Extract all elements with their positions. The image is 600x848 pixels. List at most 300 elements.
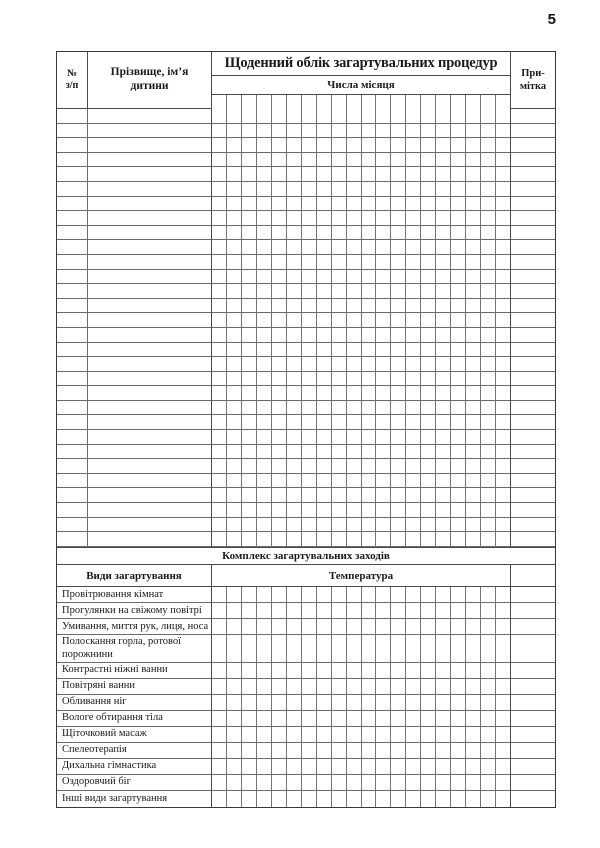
day-cells (212, 430, 511, 445)
day-cell (496, 95, 510, 109)
day-cell (466, 167, 481, 182)
day-cell (391, 299, 406, 314)
child-name-cell (88, 430, 212, 445)
day-cell (332, 430, 347, 445)
day-cell (406, 743, 421, 759)
day-cell (391, 197, 406, 212)
day-cell (332, 299, 347, 314)
day-cell (272, 587, 287, 603)
row-number-cell (57, 138, 88, 153)
day-cell (332, 518, 347, 533)
table-row (57, 226, 555, 241)
day-cell (466, 95, 481, 109)
child-name-cell (88, 459, 212, 474)
day-cell (212, 635, 227, 663)
day-cell (496, 401, 510, 416)
day-cell (227, 415, 242, 430)
day-cell (347, 255, 362, 270)
day-cells (212, 153, 511, 168)
day-cell (376, 299, 391, 314)
day-cell (466, 284, 481, 299)
day-cell (272, 791, 287, 807)
day-cell (257, 124, 272, 139)
day-cell (436, 445, 451, 460)
day-cell (391, 328, 406, 343)
day-cell (362, 299, 377, 314)
day-cell (406, 284, 421, 299)
day-cell (466, 635, 481, 663)
day-cell (347, 386, 362, 401)
day-cell (421, 197, 436, 212)
day-cell (481, 124, 496, 139)
day-cell (242, 532, 257, 547)
day-cell (466, 299, 481, 314)
row-number-cell (57, 167, 88, 182)
day-cell (436, 695, 451, 711)
day-cell (302, 386, 317, 401)
day-cell (376, 603, 391, 619)
day-cell (421, 518, 436, 533)
day-cell (212, 695, 227, 711)
day-cell (302, 587, 317, 603)
temperature-column-header: Температура (212, 565, 511, 587)
day-cell (257, 386, 272, 401)
day-cell (272, 270, 287, 285)
day-cell (242, 357, 257, 372)
day-cell (451, 124, 466, 139)
day-number-cells-row (212, 95, 510, 109)
day-cell (481, 343, 496, 358)
day-cell (466, 518, 481, 533)
procedure-row (57, 775, 555, 791)
day-cell (242, 619, 257, 635)
row-number-cell (57, 255, 88, 270)
day-cell (451, 95, 466, 109)
day-cell (257, 635, 272, 663)
day-cell (347, 226, 362, 241)
day-cell (466, 328, 481, 343)
note-cell (511, 430, 555, 445)
day-cell (406, 138, 421, 153)
day-cell (302, 182, 317, 197)
day-cells (212, 727, 511, 743)
day-cell (257, 619, 272, 635)
day-cell (302, 619, 317, 635)
day-cell (242, 679, 257, 695)
row-number-cell (57, 474, 88, 489)
table-row (57, 488, 555, 503)
day-cell (362, 743, 377, 759)
row-number-cell (57, 343, 88, 358)
day-cell (466, 743, 481, 759)
day-cell (272, 679, 287, 695)
day-cell (406, 695, 421, 711)
day-cell (242, 386, 257, 401)
child-name-cell (88, 255, 212, 270)
day-cell (481, 445, 496, 460)
note-cell (511, 211, 555, 226)
day-cell (227, 211, 242, 226)
day-cell (227, 445, 242, 460)
day-cell (287, 95, 302, 109)
day-cell (436, 328, 451, 343)
day-cell (212, 587, 227, 603)
day-cell (496, 240, 510, 255)
day-cells (212, 167, 511, 182)
day-cell (212, 619, 227, 635)
day-cell (302, 711, 317, 727)
day-cell (302, 532, 317, 547)
day-cell (212, 343, 227, 358)
day-cell (481, 197, 496, 212)
day-cell (406, 488, 421, 503)
day-cell (332, 775, 347, 791)
day-cell (391, 759, 406, 775)
day-cell (227, 197, 242, 212)
day-cell (362, 488, 377, 503)
day-cell (376, 727, 391, 743)
day-cell (242, 415, 257, 430)
note-cell (511, 138, 555, 153)
day-cells (212, 711, 511, 727)
day-cell (421, 357, 436, 372)
day-cell (391, 313, 406, 328)
day-cell (451, 313, 466, 328)
day-cell (421, 124, 436, 139)
day-cell (406, 328, 421, 343)
day-cell (391, 445, 406, 460)
day-cell (317, 255, 332, 270)
day-cell (421, 587, 436, 603)
day-cell (376, 415, 391, 430)
day-cell (227, 226, 242, 241)
day-cell (406, 109, 421, 124)
day-cell (496, 138, 510, 153)
day-cell (362, 532, 377, 547)
day-cell (212, 503, 227, 518)
day-cell (391, 401, 406, 416)
day-cell (466, 619, 481, 635)
day-cell (332, 167, 347, 182)
day-cell (362, 226, 377, 241)
day-cell (227, 240, 242, 255)
day-cell (332, 401, 347, 416)
day-cell (227, 182, 242, 197)
hardening-type-column-header: Види загартування (57, 565, 212, 587)
day-cell (287, 211, 302, 226)
day-cell (481, 695, 496, 711)
note-cell (511, 459, 555, 474)
day-cell (317, 109, 332, 124)
day-cell (347, 182, 362, 197)
day-cell (317, 743, 332, 759)
day-cell (362, 386, 377, 401)
day-cell (391, 503, 406, 518)
day-cells (212, 124, 511, 139)
day-cell (436, 727, 451, 743)
day-cell (257, 532, 272, 547)
day-cell (376, 619, 391, 635)
day-cell (391, 775, 406, 791)
day-cell (496, 124, 510, 139)
day-cell (376, 95, 391, 109)
day-cell (406, 182, 421, 197)
day-cell (227, 138, 242, 153)
day-cell (257, 211, 272, 226)
day-cell (242, 372, 257, 387)
day-cell (481, 226, 496, 241)
day-cell (376, 153, 391, 168)
day-cell (227, 603, 242, 619)
day-cell (451, 587, 466, 603)
table-row (57, 503, 555, 518)
day-cell (242, 167, 257, 182)
day-cell (287, 153, 302, 168)
day-cells (212, 372, 511, 387)
day-cell (481, 182, 496, 197)
row-number-header-line2: з/п (65, 80, 79, 91)
day-cell (347, 299, 362, 314)
day-cell (481, 532, 496, 547)
day-cell (347, 109, 362, 124)
day-cell (272, 240, 287, 255)
day-cell (376, 109, 391, 124)
day-cell (257, 663, 272, 679)
day-cell (287, 663, 302, 679)
day-cell (347, 167, 362, 182)
day-cell (227, 635, 242, 663)
day-cell (272, 430, 287, 445)
day-cell (302, 518, 317, 533)
day-cell (257, 445, 272, 460)
child-name-cell (88, 197, 212, 212)
table-row (57, 153, 555, 168)
day-cell (362, 445, 377, 460)
day-cell (436, 343, 451, 358)
day-cell (272, 474, 287, 489)
day-cell (317, 415, 332, 430)
child-name-cell (88, 270, 212, 285)
day-cell (362, 663, 377, 679)
day-cell (257, 153, 272, 168)
child-name-cell (88, 284, 212, 299)
day-cell (227, 532, 242, 547)
day-cell (257, 182, 272, 197)
day-cell (347, 124, 362, 139)
day-cell (362, 619, 377, 635)
day-cell (362, 240, 377, 255)
day-cell (421, 270, 436, 285)
day-cell (347, 138, 362, 153)
day-cell (242, 503, 257, 518)
note-cell (511, 445, 555, 460)
day-cell (451, 518, 466, 533)
day-cell (287, 430, 302, 445)
procedure-row (57, 635, 555, 663)
note-column-header (511, 52, 555, 109)
day-cell (362, 372, 377, 387)
note-cell (511, 182, 555, 197)
day-cell (272, 255, 287, 270)
day-cell (212, 603, 227, 619)
day-cell (436, 124, 451, 139)
day-cell (287, 401, 302, 416)
day-cell (466, 357, 481, 372)
day-cells (212, 603, 511, 619)
day-cell (421, 603, 436, 619)
day-cell (376, 386, 391, 401)
day-cell (287, 587, 302, 603)
day-cells (212, 474, 511, 489)
day-cell (317, 270, 332, 285)
day-cell (257, 138, 272, 153)
day-cell (272, 313, 287, 328)
row-number-cell (57, 459, 88, 474)
day-cells (212, 619, 511, 635)
note-cell (511, 372, 555, 387)
day-cell (227, 775, 242, 791)
day-cell (302, 759, 317, 775)
day-cell (376, 430, 391, 445)
day-cell (436, 635, 451, 663)
day-cell (496, 532, 510, 547)
day-cell (362, 182, 377, 197)
procedure-label: Провітрювання кімнат (57, 587, 212, 603)
day-cell (436, 255, 451, 270)
day-cells (212, 743, 511, 759)
days-of-month-header: Числа місяця (212, 76, 510, 95)
day-cell (496, 284, 510, 299)
day-cell (257, 328, 272, 343)
day-cell (242, 474, 257, 489)
day-cell (347, 372, 362, 387)
day-cell (436, 430, 451, 445)
day-cell (436, 182, 451, 197)
child-name-cell (88, 518, 212, 533)
day-cell (362, 270, 377, 285)
day-cell (302, 328, 317, 343)
day-cell (212, 313, 227, 328)
child-name-cell (88, 372, 212, 387)
table-row (57, 211, 555, 226)
day-cell (212, 328, 227, 343)
procedure-row (57, 791, 555, 807)
procedure-row (57, 743, 555, 759)
child-name-cell (88, 153, 212, 168)
table-row (57, 357, 555, 372)
day-cell (242, 299, 257, 314)
day-cell (436, 357, 451, 372)
day-cells (212, 313, 511, 328)
day-cell (406, 663, 421, 679)
day-cell (242, 270, 257, 285)
day-cells (212, 343, 511, 358)
day-cell (406, 270, 421, 285)
day-cell (347, 343, 362, 358)
day-cell (421, 240, 436, 255)
day-cell (451, 663, 466, 679)
day-cell (481, 488, 496, 503)
day-cell (332, 153, 347, 168)
day-cell (466, 386, 481, 401)
day-cell (212, 138, 227, 153)
day-cell (212, 711, 227, 727)
section-header (57, 565, 555, 587)
day-cell (212, 445, 227, 460)
day-cell (496, 109, 510, 124)
child-name-cell (88, 328, 212, 343)
note-cell (511, 167, 555, 182)
day-cell (302, 95, 317, 109)
day-cell (257, 357, 272, 372)
day-cell (376, 182, 391, 197)
day-cell (212, 415, 227, 430)
day-cell (466, 459, 481, 474)
day-cell (481, 711, 496, 727)
day-cell (347, 211, 362, 226)
day-cell (332, 109, 347, 124)
day-cell (317, 459, 332, 474)
day-cell (421, 153, 436, 168)
day-cell (317, 313, 332, 328)
day-cell (317, 711, 332, 727)
procedure-row (57, 663, 555, 679)
day-cell (347, 357, 362, 372)
day-cell (257, 488, 272, 503)
day-cell (362, 328, 377, 343)
page-number: 5 (547, 11, 556, 28)
day-cell (466, 430, 481, 445)
day-cell (436, 109, 451, 124)
day-cell (376, 587, 391, 603)
day-cell (302, 663, 317, 679)
day-cell (272, 284, 287, 299)
procedure-label: Оздоровчий біг (57, 775, 212, 791)
row-number-cell (57, 430, 88, 445)
note-cell (511, 255, 555, 270)
day-cell (227, 313, 242, 328)
day-cell (362, 197, 377, 212)
day-cell (317, 727, 332, 743)
day-cell (212, 109, 227, 124)
day-cell (257, 95, 272, 109)
day-cell (287, 124, 302, 139)
day-cell (347, 679, 362, 695)
row-number-cell (57, 503, 88, 518)
day-cell (242, 663, 257, 679)
day-cells (212, 284, 511, 299)
day-cell (496, 182, 510, 197)
day-cell (421, 430, 436, 445)
day-cell (347, 532, 362, 547)
day-cell (451, 415, 466, 430)
day-cell (272, 357, 287, 372)
row-number-cell (57, 109, 88, 124)
day-cell (212, 430, 227, 445)
day-cell (332, 313, 347, 328)
day-cell (332, 357, 347, 372)
day-cell (406, 95, 421, 109)
table-row (57, 270, 555, 285)
day-cell (272, 603, 287, 619)
day-cell (376, 372, 391, 387)
day-cell (317, 211, 332, 226)
day-cell (362, 211, 377, 226)
day-cell (451, 603, 466, 619)
child-name-cell (88, 313, 212, 328)
day-cell (451, 679, 466, 695)
day-cells (212, 415, 511, 430)
